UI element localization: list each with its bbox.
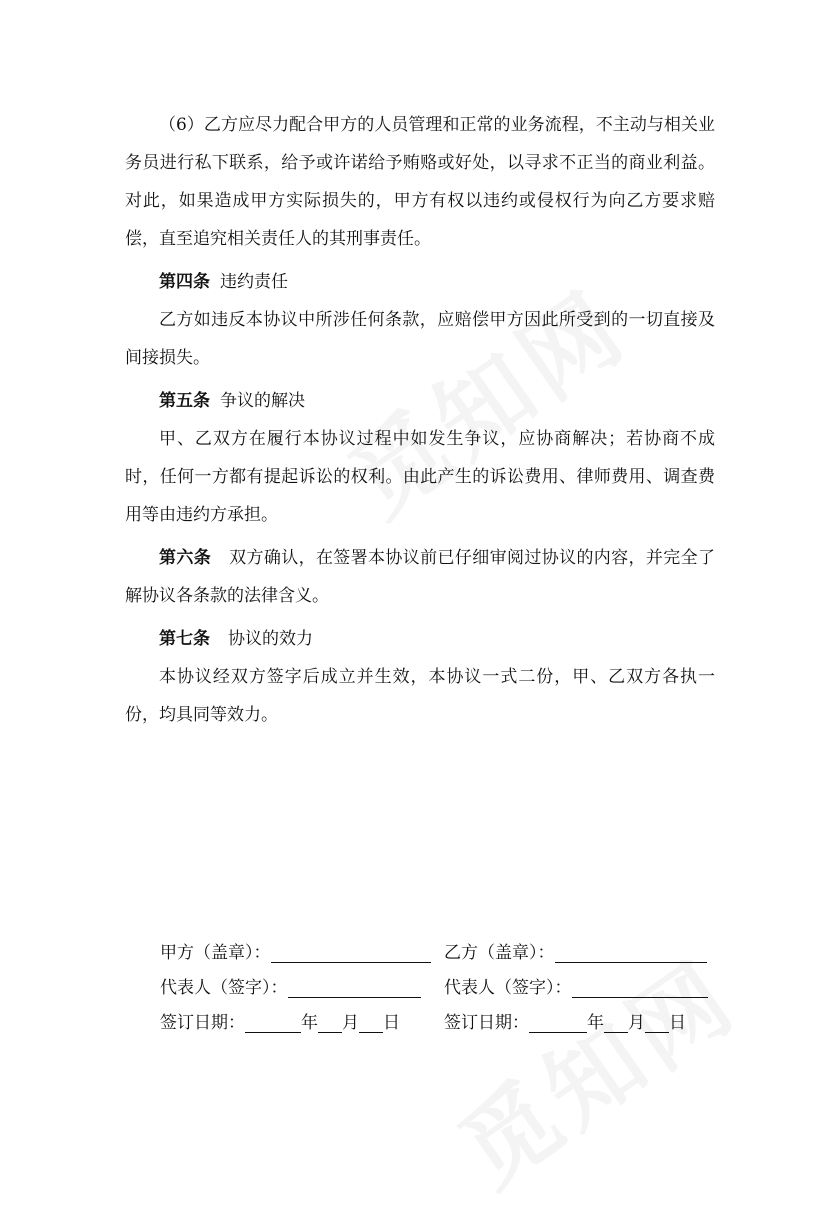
party-a-seal-label: 甲方（盖章）： [160,943,271,963]
representative-row [160,973,720,1008]
article-5-title: 争议的解决 [220,391,305,411]
party-a-date [160,1008,400,1033]
party-a-date-label: 签订日期： [160,1013,245,1033]
party-a-year-line[interactable] [245,1014,301,1033]
clause-item-6: （6）乙方应尽力配合甲方的人员管理和正常的业务流程，不主动与相关业务员进行私下联系，给予或许诺给予贿赂或好处，以寻求不正当的商业利益。对此，如果造成甲方实际损失的，甲方有权以违约或侵权行为向乙方要求赔偿，直至追究相关责任人的其刑事责任。 [125,115,715,249]
party-b-seal-label: 乙方（盖章）： [444,943,555,963]
date-row [160,1008,720,1043]
party-b-month-line[interactable] [604,1014,628,1033]
party-b-date [444,1008,686,1033]
article-7-title: 协议的效力 [228,629,313,649]
party-a-month-line[interactable] [318,1014,342,1033]
signature-block [160,938,720,1043]
party-b-rep-label: 代表人（签字）： [444,978,572,998]
article-7-body: 本协议经双方签字后成立并生效，本协议一式二份，甲、乙双方各执一份，均具同等效力。 [125,667,715,725]
party-a-day-line[interactable] [359,1014,383,1033]
seal-row [160,938,720,973]
article-4-body: 乙方如违反本协议中所涉任何条款，应赔偿甲方因此所受到的一切直接及间接损失。 [125,310,715,368]
article-5-number: 第五条 [159,391,210,411]
article-4-number: 第四条 [159,272,210,292]
contract-body [125,106,715,734]
article-6 [125,539,715,615]
day-label: 日 [383,1013,400,1033]
day-label: 日 [669,1013,686,1033]
party-b-rep-line[interactable] [572,979,708,998]
party-b-year-line[interactable] [529,1014,587,1033]
year-label: 年 [301,1013,318,1033]
party-b-seal-line[interactable] [555,944,707,963]
article-5-heading [125,382,715,420]
article-7-number: 第七条 [159,629,210,649]
article-6-number: 第六条 [159,548,212,568]
party-a-seal-line[interactable] [271,944,431,963]
article-4-heading [125,263,715,301]
party-b-day-line[interactable] [645,1014,669,1033]
article-4-title: 违约责任 [220,272,288,292]
party-b-representative [444,973,708,998]
party-a-rep-line[interactable] [288,979,421,998]
year-label: 年 [587,1013,604,1033]
article-7-heading [125,620,715,658]
party-a-rep-label: 代表人（签字）： [160,978,288,998]
article-5-body: 甲、乙双方在履行本协议过程中如发生争议，应协商解决；若协商不成时，任何一方都有提起诉讼的权利。由此产生的诉讼费用、律师费用、调查费用等由违约方承担。 [125,429,715,525]
party-a-representative [160,973,421,998]
article-6-body: 双方确认，在签署本协议前已仔细审阅过协议的内容，并完全了解协议各条款的法律含义。 [125,548,716,606]
month-label: 月 [342,1013,359,1033]
party-a-seal [160,938,431,963]
month-label: 月 [628,1013,645,1033]
party-b-date-label: 签订日期： [444,1013,529,1033]
party-b-seal [444,938,707,963]
